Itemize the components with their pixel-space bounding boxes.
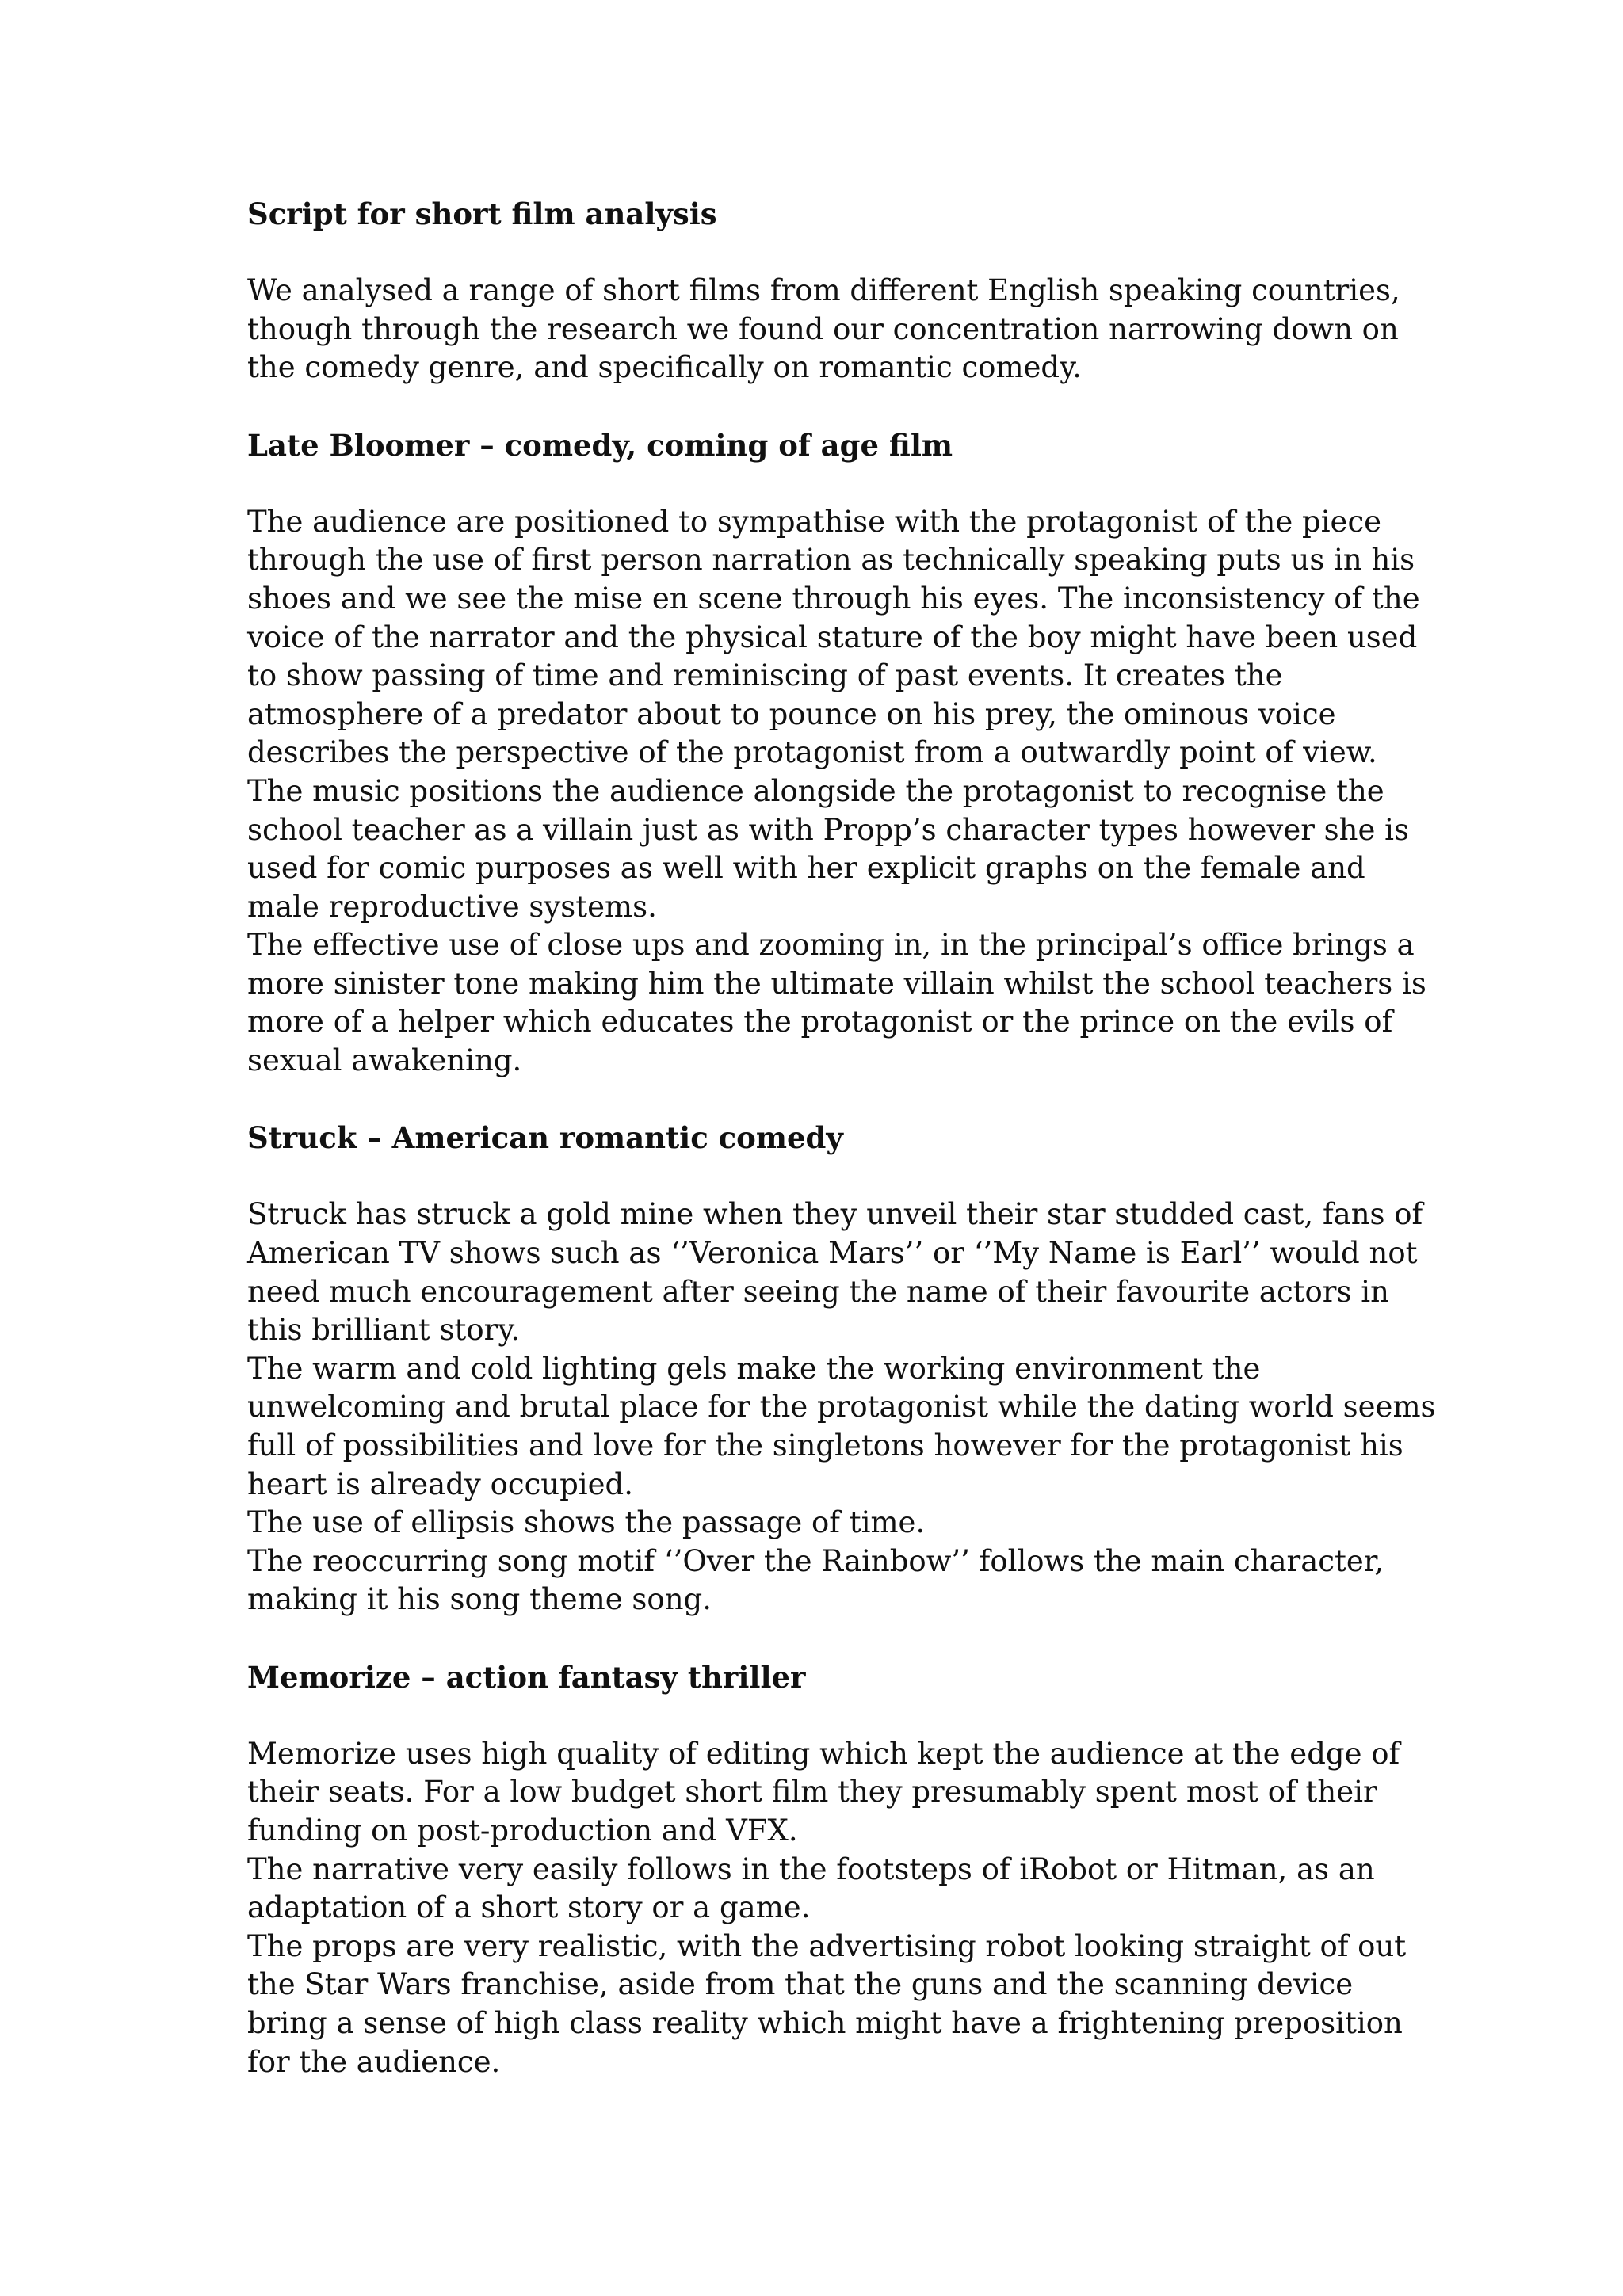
document-page	[247, 195, 1436, 2081]
section-paragraph: The props are very realistic, with the advertising robot looking straight of out the Star Wars franchise, aside from that the guns and the scanning device bring a sense of high class reality which might have a frightening preposition for the audience.	[247, 1928, 1407, 2079]
section-paragraph: Memorize uses high quality of editing which kept the audience at the edge of their seats. For a low budget short film they presumably spent most of their funding on post-production and VFX.	[247, 1736, 1400, 1848]
section-paragraph: The music positions the audience alongside the protagonist to recognise the school teacher as a villain just as with Propp’s character types however she is used for comic purposes as well with her explicit graphs on the female and male reproductive systems.	[247, 773, 1409, 924]
spacer	[247, 1158, 1436, 1196]
document-title: Script for short film analysis	[247, 196, 717, 231]
section-paragraph: The use of ellipsis shows the passage of time.	[247, 1505, 926, 1540]
section-paragraph: The warm and cold lighting gels make the working environment the unwelcoming and brutal place for the protagonist while the dating world seems full of possibilities and love for the singletons however for the protagonist his heart is already occupied.	[247, 1351, 1436, 1501]
section-late-bloomer	[247, 426, 1436, 1081]
section-struck	[247, 1119, 1436, 1619]
section-heading: Memorize – action fantasy thriller	[247, 1659, 806, 1695]
spacer	[247, 464, 1436, 503]
spacer	[247, 1696, 1436, 1735]
spacer	[247, 387, 1436, 426]
spacer	[247, 1619, 1436, 1658]
section-paragraph: The reoccurring song motif ‘’Over the Rainbow’’ follows the main character, making it his song theme song.	[247, 1543, 1384, 1617]
section-memorize	[247, 1658, 1436, 2082]
section-paragraph: The effective use of close ups and zooming in, in the principal’s office brings a more sinister tone making him the ultimate villain whilst the school teachers is more of a helper which educates the protagonist or the prince on the evils of sexual awakening.	[247, 928, 1426, 1078]
section-heading: Late Bloomer – comedy, coming of age film	[247, 427, 953, 463]
spacer	[247, 1081, 1436, 1119]
section-heading: Struck – American romantic comedy	[247, 1120, 843, 1156]
intro-paragraph: We analysed a range of short films from different English speaking countries, though through the research we found our concentration narrowing down on the comedy genre, and specifically on romantic comedy.	[247, 273, 1400, 385]
section-paragraph: Struck has struck a gold mine when they unveil their star studded cast, fans of American TV shows such as ‘’Veronica Mars’’ or ‘’My Name is Earl’’ would not need much encouragement after seeing the name of their favourite actors in this brilliant story.	[247, 1197, 1423, 1348]
spacer	[247, 234, 1436, 273]
section-paragraph: The narrative very easily follows in the footsteps of iRobot or Hitman, as an adaptation of a short story or a game.	[247, 1852, 1375, 1925]
section-paragraph: The audience are positioned to sympathise with the protagonist of the piece through the use of first person narration as technically speaking puts us in his shoes and we see the mise en scene through his eyes. The inconsistency of the voice of the narrator and the physical stature of the boy might have been used to show passing of time and reminiscing of past events. It creates the atmosphere of a predator about to pounce on his prey, the ominous voice describes the perspective of the protagonist from a outwardly point of view.	[247, 504, 1420, 770]
